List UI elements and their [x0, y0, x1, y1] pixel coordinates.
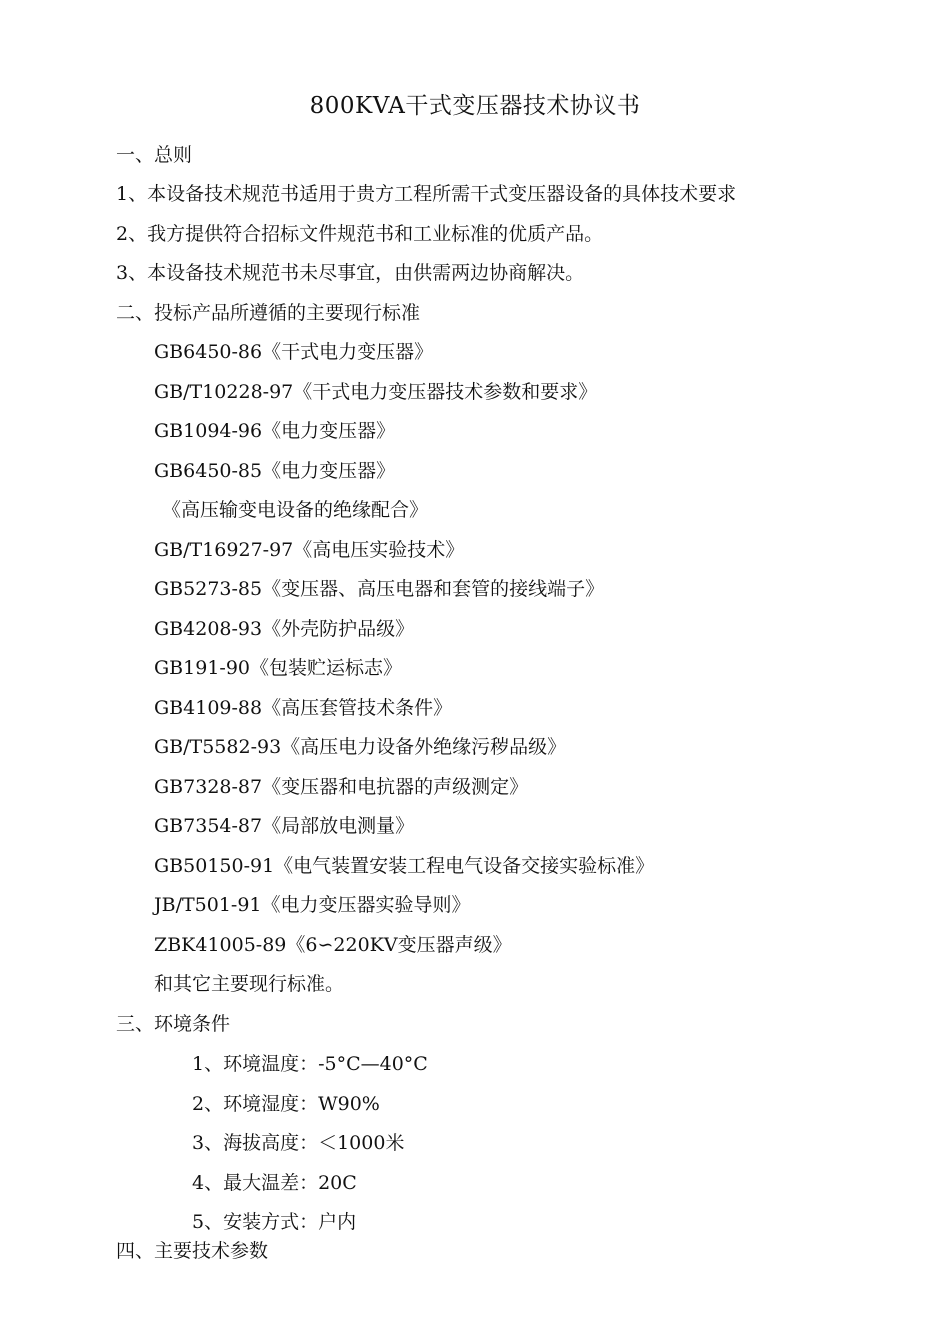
- standard-item: GB191-90《包装贮运标志》: [154, 657, 403, 679]
- standard-item: GB/T5582-93《高压电力设备外绝缘污秽品级》: [154, 736, 567, 758]
- section-heading-environment: 三、环境条件: [116, 1013, 231, 1035]
- standard-item: ZBK41005-89《6∽220KV变压器声级》: [154, 934, 512, 956]
- section-heading-params: 四、主要技术参数: [116, 1240, 269, 1262]
- environment-item: 3、海拔高度：＜1000米: [192, 1132, 405, 1154]
- environment-item: 4、最大温差：20C: [192, 1172, 357, 1194]
- standard-item: GB4208-93《外壳防护品级》: [154, 618, 415, 640]
- standard-item: GB5273-85《变压器、高压电器和套管的接线端子》: [154, 578, 605, 600]
- standard-item: GB50150-91《电气装置安装工程电气设备交接实验标准》: [154, 855, 655, 877]
- environment-item: 2、环境湿度：W90%: [192, 1093, 380, 1115]
- standard-item: GB/T10228-97《干式电力变压器技术参数和要求》: [154, 381, 598, 403]
- document-title: 800KVA干式变压器技术协议书: [309, 93, 641, 119]
- environment-item: 5、安装方式：户内: [192, 1211, 357, 1233]
- standard-item: GB7328-87《变压器和电抗器的声级测定》: [154, 776, 529, 798]
- general-item: 2、我方提供符合招标文件规范书和工业标准的优质产品。: [116, 223, 604, 245]
- general-item: 1、本设备技术规范书适用于贵方工程所需干式变压器设备的具体技术要求: [116, 183, 737, 205]
- standard-item: 和其它主要现行标准。: [154, 973, 345, 995]
- standard-item: GB1094-96《电力变压器》: [154, 420, 396, 442]
- standard-item: 《高压输变电设备的绝缘配合》: [162, 499, 429, 521]
- environment-item: 1、环境温度：-5°C—40°C: [192, 1053, 428, 1075]
- standard-item: GB7354-87《局部放电测量》: [154, 815, 415, 837]
- standard-item: GB4109-88《高压套管技术条件》: [154, 697, 453, 719]
- general-item: 3、本设备技术规范书未尽事宜，由供需两边协商解决。: [116, 262, 585, 284]
- standard-item: GB/T16927-97《高电压实验技术》: [154, 539, 465, 561]
- standard-item: JB/T501-91《电力变压器实验导则》: [154, 894, 471, 916]
- standard-item: GB6450-86《干式电力变压器》: [154, 341, 434, 363]
- standard-item: GB6450-85《电力变压器》: [154, 460, 396, 482]
- section-heading-standards: 二、投标产品所遵循的主要现行标准: [116, 302, 421, 324]
- section-heading-general: 一、总则: [116, 144, 193, 166]
